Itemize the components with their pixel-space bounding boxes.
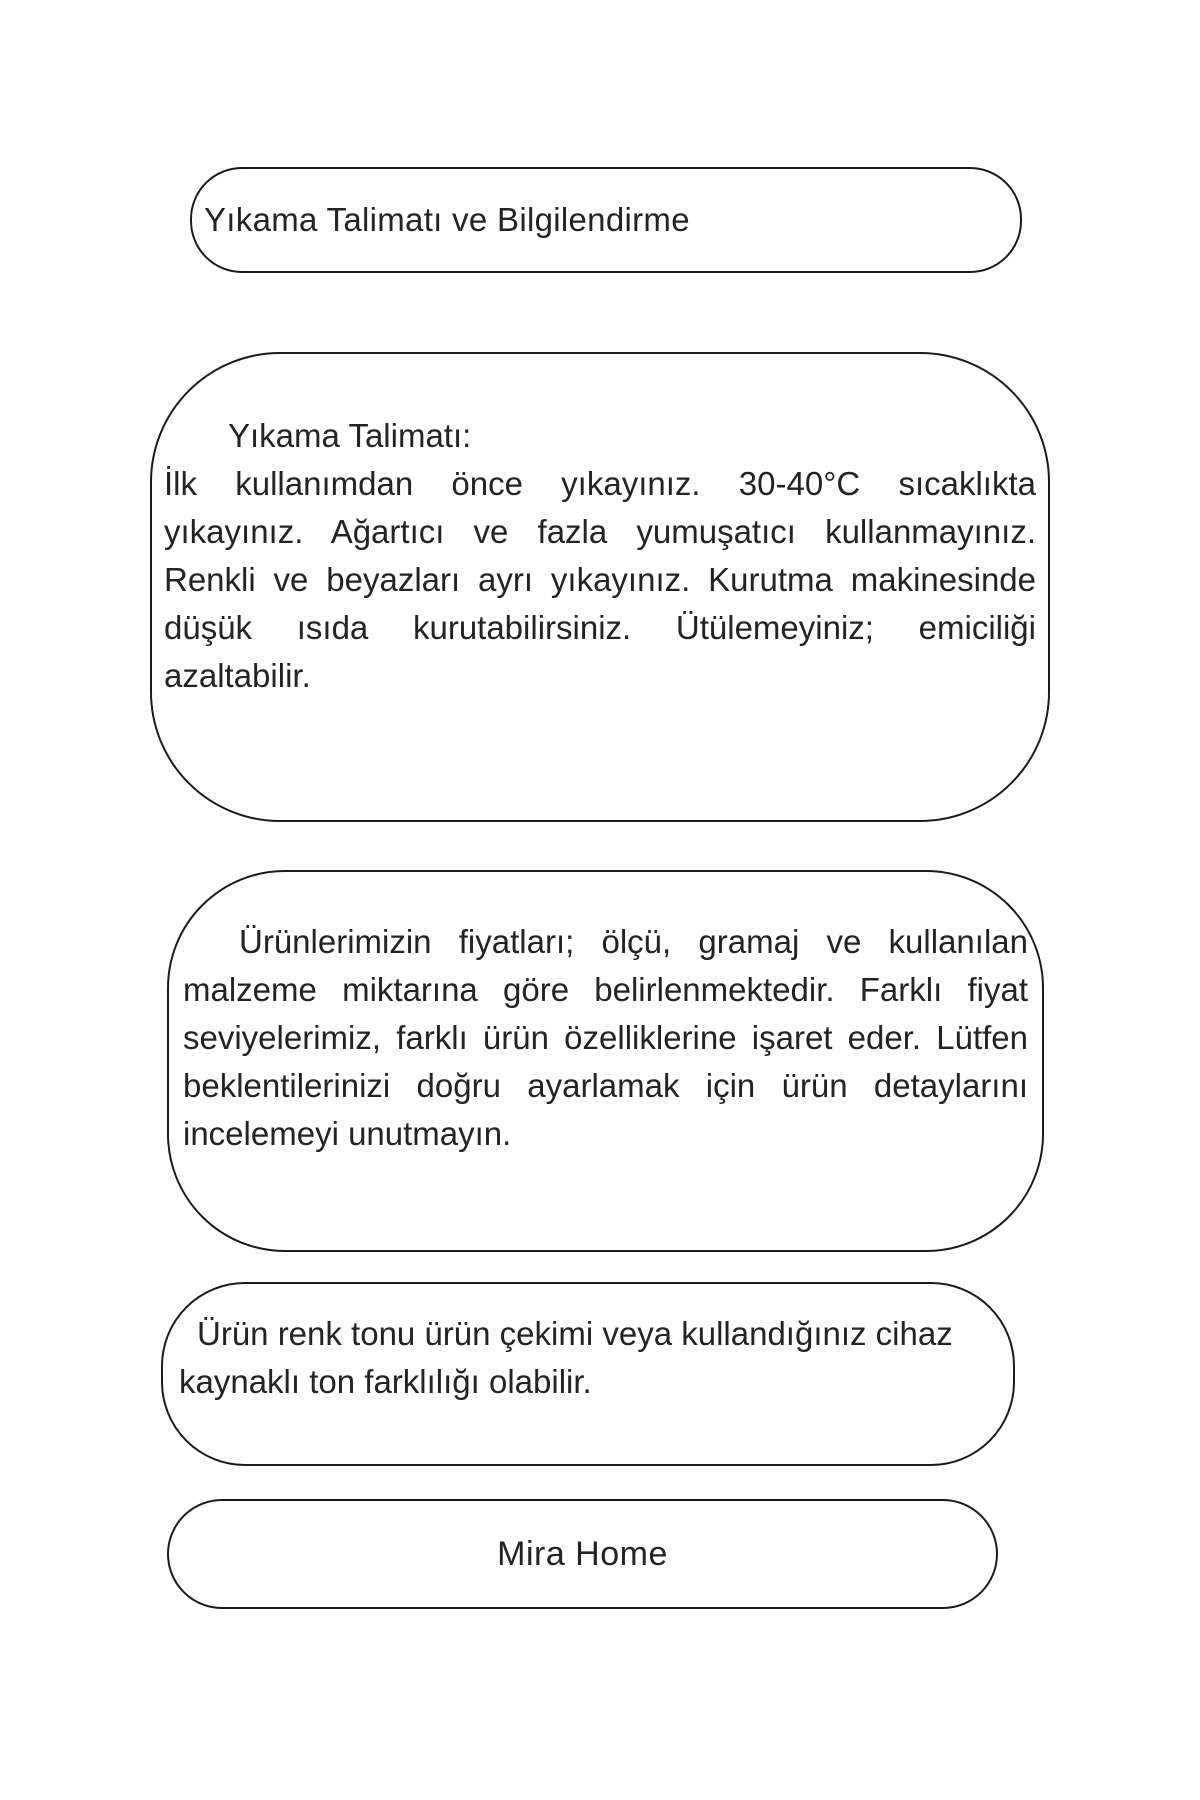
- pricing-info-box: [167, 870, 1044, 1252]
- washing-instructions-heading: Yıkama Talimatı:: [228, 417, 472, 454]
- brand-box: [167, 1499, 998, 1609]
- brand-name: Mira Home: [497, 1534, 668, 1573]
- sheet-title: Yıkama Talimatı ve Bilgilendirme: [204, 201, 690, 238]
- color-tone-note-box: [161, 1282, 1015, 1466]
- color-tone-note-text: Ürün renk tonu ürün çekimi veya kullandığınız cihaz kaynaklı ton farklılığı olabilir.: [179, 1315, 953, 1400]
- title-box: [190, 167, 1022, 273]
- washing-instructions-text: İlk kullanımdan önce yıkayınız. 30-40°C sıcaklıkta yıkayınız. Ağartıcı ve fazla yumuşatıcı kullanmayınız. Renkli ve beyazları ayrı yıkayınız. Kurutma makinesinde düşük ısıda kurutabilirsiniz. Ütülemeyiniz; emiciliği azaltabilir.: [164, 465, 1036, 694]
- washing-instructions-box: [150, 352, 1050, 822]
- pricing-info-text: Ürünlerimizin fiyatları; ölçü, gramaj ve kullanılan malzeme miktarına göre belirlenmektedir. Farklı fiyat seviyelerimiz, farklı ürün özelliklerine işaret eder. Lütfen beklentilerinizi doğru ayarlamak için ürün detaylarını incelemeyi unutmayın.: [183, 923, 1028, 1152]
